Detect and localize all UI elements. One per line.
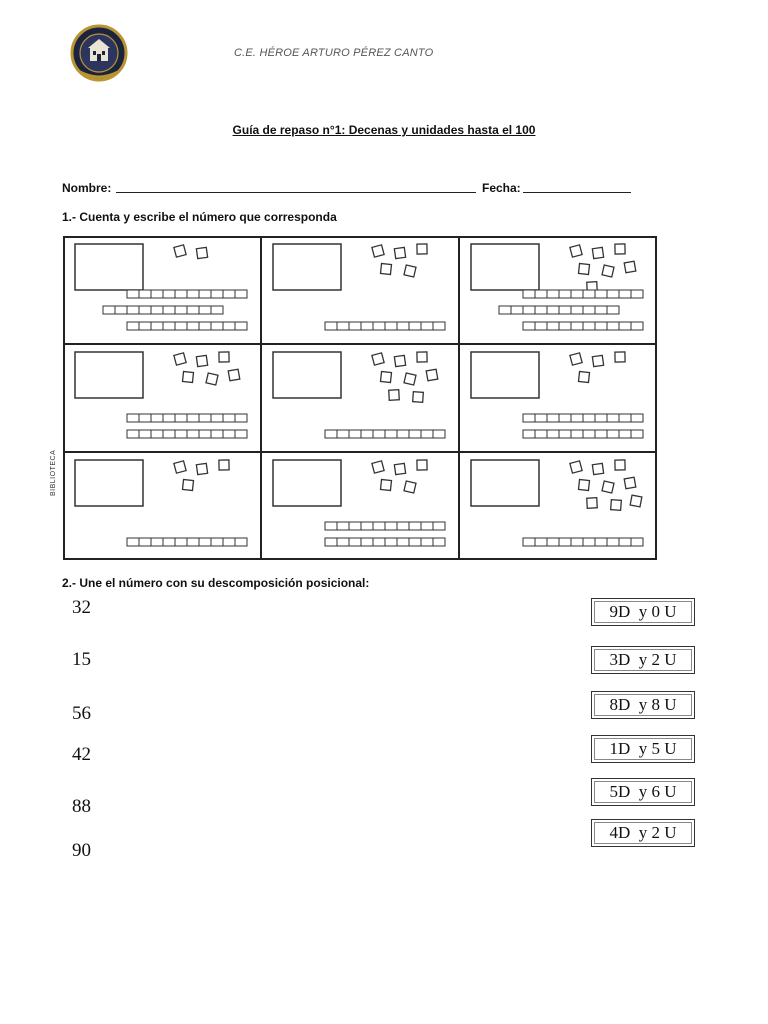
unit-cube bbox=[592, 463, 603, 474]
unit-cube bbox=[579, 480, 590, 491]
number-item[interactable]: 32 bbox=[72, 597, 91, 618]
unit-cube bbox=[579, 372, 590, 383]
unit-cube bbox=[615, 244, 625, 254]
unit-cube bbox=[196, 463, 207, 474]
unit-cube bbox=[196, 247, 207, 258]
unit-cube bbox=[579, 264, 590, 275]
unit-cube bbox=[372, 353, 384, 365]
ten-rod bbox=[127, 430, 247, 438]
answer-box bbox=[471, 352, 539, 398]
unit-cube bbox=[624, 477, 636, 489]
ten-rod bbox=[127, 322, 247, 330]
unit-cube bbox=[389, 390, 400, 401]
unit-cube bbox=[602, 265, 614, 277]
unit-cube bbox=[404, 373, 416, 385]
ten-rod bbox=[103, 306, 223, 314]
unit-cube bbox=[570, 245, 582, 257]
date-blank-line[interactable] bbox=[523, 192, 631, 193]
ten-rod bbox=[523, 414, 643, 422]
unit-cube bbox=[394, 463, 405, 474]
ten-rod bbox=[523, 430, 643, 438]
ten-rod bbox=[325, 522, 445, 530]
answer-box bbox=[75, 460, 143, 506]
number-item[interactable]: 15 bbox=[72, 649, 91, 670]
ten-rod bbox=[325, 322, 445, 330]
unit-cube bbox=[592, 355, 603, 366]
unit-cube bbox=[413, 392, 424, 403]
decomposition-box[interactable]: 8D y 8 U bbox=[591, 691, 695, 719]
unit-cube bbox=[372, 461, 384, 473]
unit-cube bbox=[219, 352, 229, 362]
unit-cube bbox=[615, 460, 625, 470]
unit-cube bbox=[615, 352, 625, 362]
question-1-text: 1.- Cuenta y escribe el número que corresponda bbox=[62, 210, 337, 224]
answer-box bbox=[273, 460, 341, 506]
number-item[interactable]: 42 bbox=[72, 744, 91, 765]
name-blank-line[interactable] bbox=[116, 192, 476, 193]
unit-cube bbox=[381, 264, 392, 275]
unit-cube bbox=[381, 480, 392, 491]
ten-rod bbox=[127, 414, 247, 422]
decomposition-box[interactable]: 4D y 2 U bbox=[591, 819, 695, 847]
answer-box bbox=[273, 352, 341, 398]
school-name: C.E. HÉROE ARTURO PÉREZ CANTO bbox=[234, 47, 434, 59]
worksheet-title: Guía de repaso n°1: Decenas y unidades hasta el 100 bbox=[232, 123, 536, 137]
unit-cube bbox=[174, 461, 186, 473]
number-item[interactable]: 56 bbox=[72, 703, 91, 724]
answer-box bbox=[75, 244, 143, 290]
number-item[interactable]: 90 bbox=[72, 840, 91, 861]
unit-cube bbox=[426, 369, 438, 381]
unit-cube bbox=[174, 353, 186, 365]
decomposition-box[interactable]: 9D y 0 U bbox=[591, 598, 695, 626]
ten-rod bbox=[523, 290, 643, 298]
unit-cube bbox=[183, 372, 194, 383]
unit-cube bbox=[417, 352, 427, 362]
date-label: Fecha: bbox=[482, 181, 521, 195]
ten-rod bbox=[523, 322, 643, 330]
unit-cube bbox=[381, 372, 392, 383]
ten-rod bbox=[325, 538, 445, 546]
answer-box bbox=[75, 352, 143, 398]
answer-box bbox=[471, 460, 539, 506]
question-2-text: 2.- Une el número con su descomposición posicional: bbox=[62, 576, 370, 590]
unit-cube bbox=[570, 461, 582, 473]
unit-cube bbox=[404, 265, 416, 277]
unit-cube bbox=[602, 481, 614, 493]
answer-box bbox=[471, 244, 539, 290]
unit-cube bbox=[228, 369, 240, 381]
school-crest-logo bbox=[70, 22, 128, 84]
side-stamp: BIBLIOTECA bbox=[50, 449, 57, 496]
unit-cube bbox=[417, 460, 427, 470]
ten-rod bbox=[499, 306, 619, 314]
unit-cube bbox=[404, 481, 416, 493]
ten-rod bbox=[127, 538, 247, 546]
unit-cube bbox=[206, 373, 218, 385]
unit-cube bbox=[196, 355, 207, 366]
counting-grid bbox=[63, 236, 657, 560]
unit-cube bbox=[611, 500, 622, 511]
unit-cube bbox=[587, 498, 598, 509]
unit-cube bbox=[624, 261, 636, 273]
unit-cube bbox=[174, 245, 186, 257]
unit-cube bbox=[219, 460, 229, 470]
number-item[interactable]: 88 bbox=[72, 796, 91, 817]
decomposition-box[interactable]: 5D y 6 U bbox=[591, 778, 695, 806]
grid-border bbox=[64, 237, 656, 559]
unit-cube bbox=[394, 355, 405, 366]
ten-rod bbox=[523, 538, 643, 546]
unit-cube bbox=[570, 353, 582, 365]
ten-rod bbox=[325, 430, 445, 438]
decomposition-box[interactable]: 3D y 2 U bbox=[591, 646, 695, 674]
decomposition-box[interactable]: 1D y 5 U bbox=[591, 735, 695, 763]
name-label: Nombre: bbox=[62, 181, 112, 195]
answer-box bbox=[273, 244, 341, 290]
unit-cube bbox=[372, 245, 384, 257]
ten-rod bbox=[127, 290, 247, 298]
unit-cube bbox=[417, 244, 427, 254]
unit-cube bbox=[630, 495, 642, 507]
unit-cube bbox=[183, 480, 194, 491]
unit-cube bbox=[394, 247, 405, 258]
unit-cube bbox=[592, 247, 603, 258]
